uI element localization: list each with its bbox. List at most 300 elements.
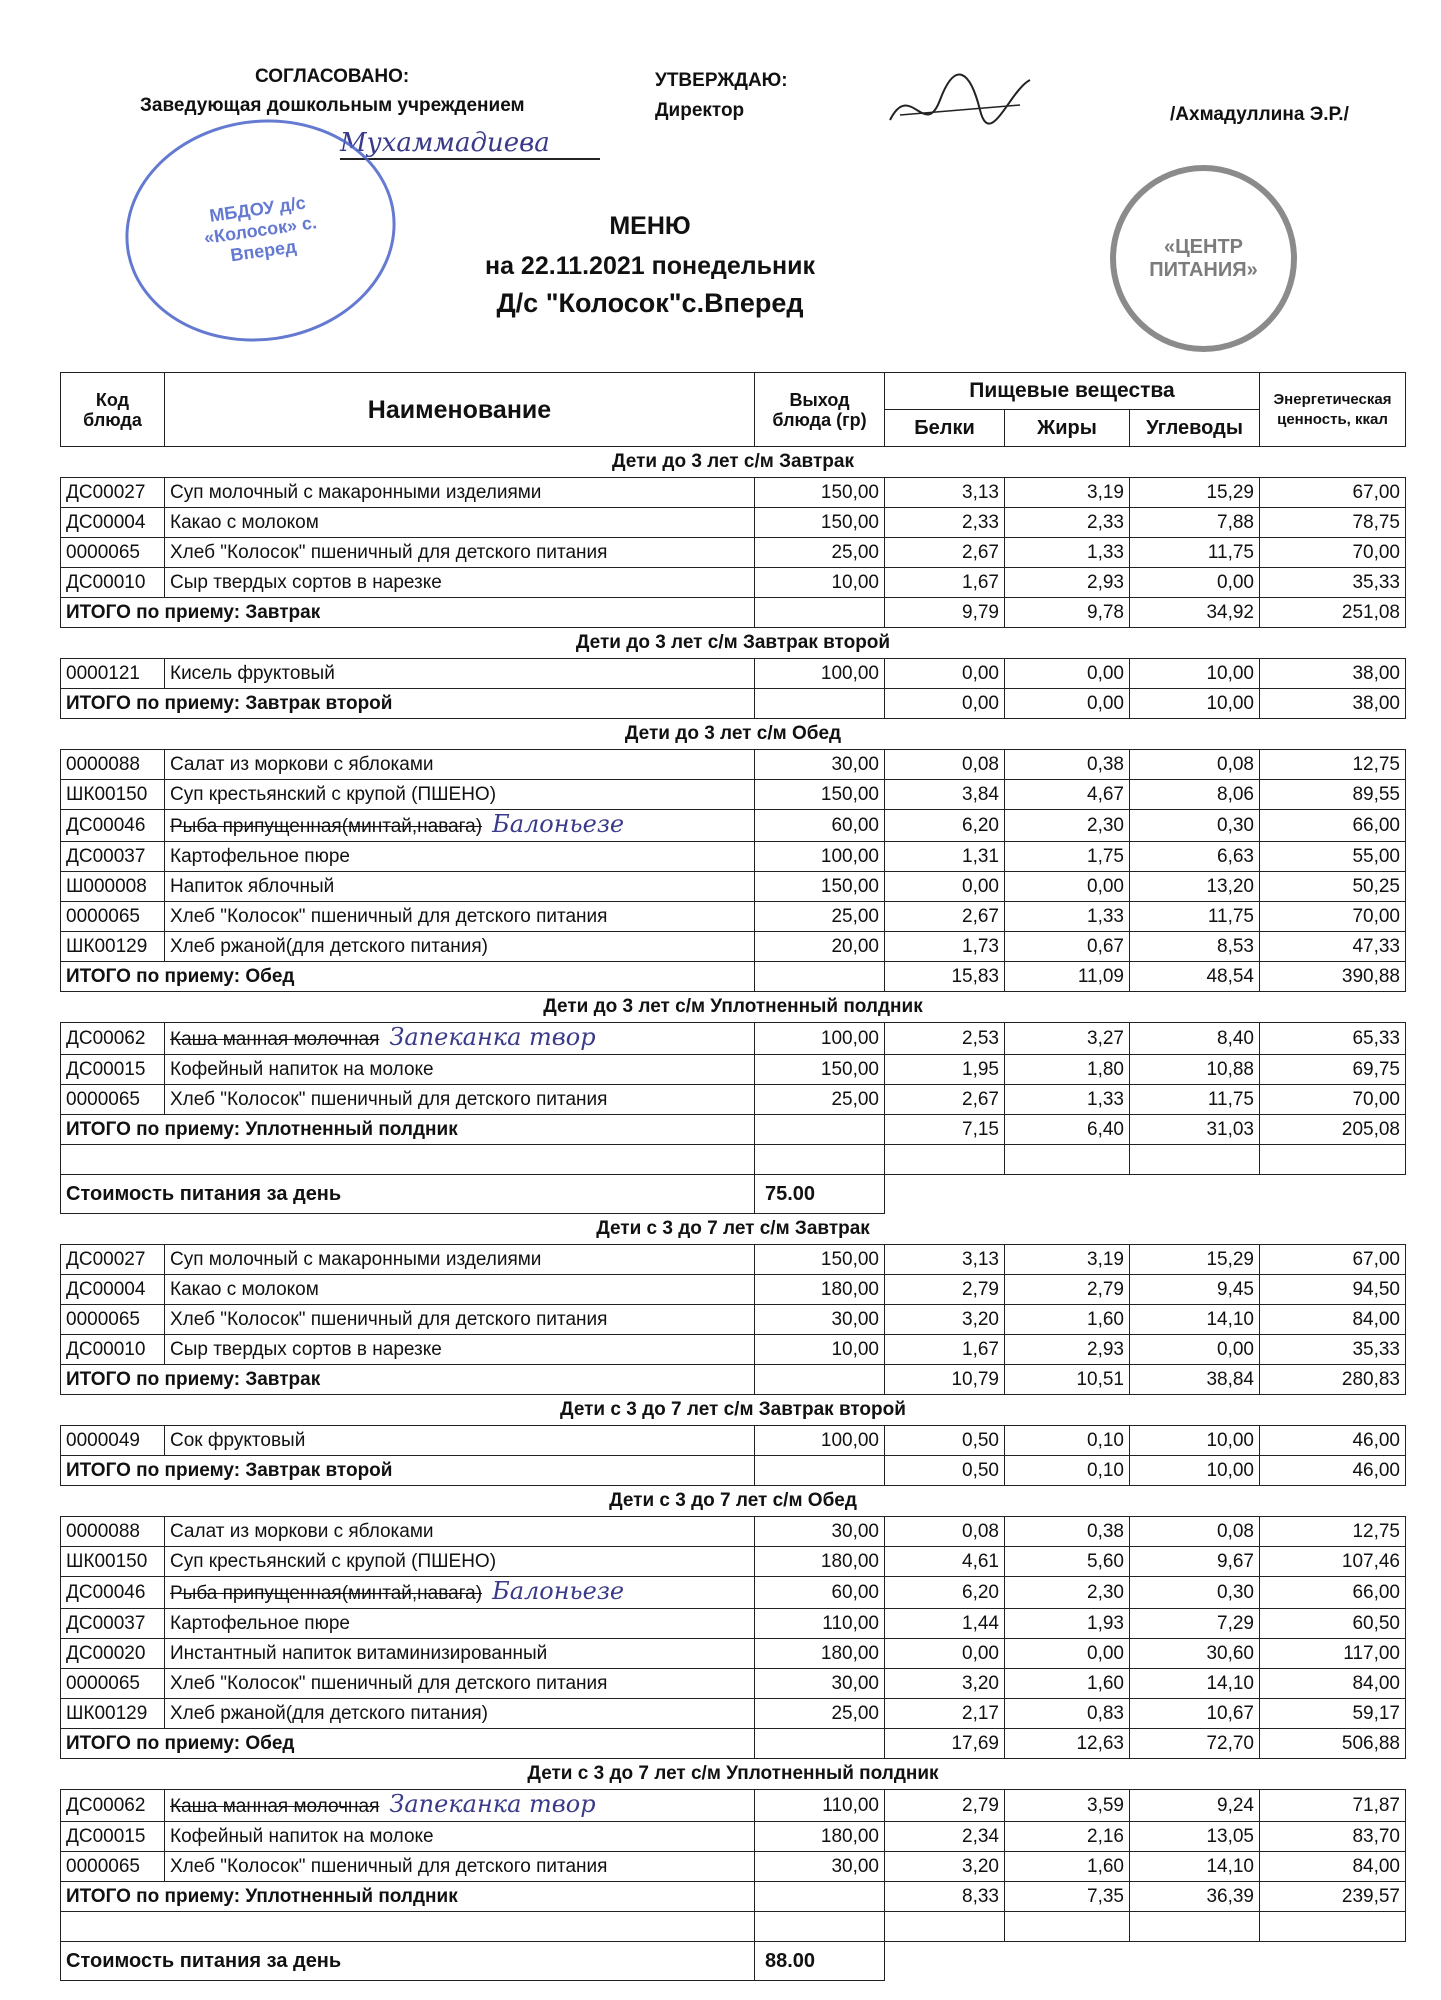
dish-carbs: 9,67	[1130, 1547, 1260, 1577]
dish-yield: 100,00	[755, 1023, 885, 1055]
dish-carbs: 0,30	[1130, 810, 1260, 842]
dish-fat: 0,38	[1005, 750, 1130, 780]
dish-carbs: 10,00	[1130, 659, 1260, 689]
dish-protein: 2,67	[885, 538, 1005, 568]
table-row	[61, 902, 1406, 932]
dish-name-cell	[165, 1852, 755, 1882]
menu-title: МЕНЮ	[609, 212, 691, 240]
dish-energy: 66,00	[1260, 810, 1406, 842]
dish-energy: 60,50	[1260, 1609, 1406, 1639]
dish-protein: 6,20	[885, 1577, 1005, 1609]
menu-kindergarten: Д/с "Колосок"с.Вперед	[496, 288, 804, 318]
total-protein: 8,33	[885, 1882, 1005, 1912]
dish-yield: 180,00	[755, 1639, 885, 1669]
total-energy: 506,88	[1260, 1729, 1406, 1759]
table-row	[61, 1517, 1406, 1547]
total-protein: 10,79	[885, 1365, 1005, 1395]
dish-yield: 100,00	[755, 1426, 885, 1456]
table-row	[61, 1547, 1406, 1577]
agreed-label: СОГЛАСОВАНО:	[255, 66, 410, 87]
dish-name-cell	[165, 780, 755, 810]
total-energy: 280,83	[1260, 1365, 1406, 1395]
section-title-row	[61, 1395, 1406, 1426]
dish-code: 0000065	[61, 902, 165, 932]
dish-yield: 10,00	[755, 568, 885, 598]
dish-energy: 12,75	[1260, 750, 1406, 780]
dish-name: Картофельное пюре	[170, 845, 350, 867]
catering-stamp-text: «ЦЕНТР ПИТАНИЯ»	[1149, 235, 1258, 281]
dish-carbs: 0,00	[1130, 1335, 1260, 1365]
dish-name-cell	[165, 902, 755, 932]
dish-name-cell	[165, 750, 755, 780]
dish-name: Суп молочный с макаронными изделиями	[170, 1248, 542, 1270]
table-row	[61, 1822, 1406, 1852]
table-row	[61, 1790, 1406, 1822]
total-yield-empty	[755, 1365, 885, 1395]
total-carbs: 31,03	[1130, 1115, 1260, 1145]
table-row	[61, 1426, 1406, 1456]
dish-code: 0000049	[61, 1426, 165, 1456]
dish-name-cell	[165, 1023, 755, 1055]
dish-name: Суп крестьянский с крупой (ПШЕНО)	[170, 783, 497, 805]
dish-energy: 46,00	[1260, 1426, 1406, 1456]
dish-fat: 0,10	[1005, 1426, 1130, 1456]
dish-fat: 5,60	[1005, 1547, 1130, 1577]
dish-carbs: 9,45	[1130, 1275, 1260, 1305]
total-energy: 390,88	[1260, 962, 1406, 992]
total-row	[61, 962, 1406, 992]
table-row	[61, 810, 1406, 842]
table-row	[61, 1335, 1406, 1365]
dish-yield: 30,00	[755, 1669, 885, 1699]
daily-cost-label: Стоимость питания за день	[61, 1175, 755, 1214]
dish-carbs: 10,00	[1130, 1426, 1260, 1456]
agreed-signature: Мухаммадиева	[340, 128, 600, 160]
section-title-row	[61, 1486, 1406, 1517]
total-row	[61, 689, 1406, 719]
dish-name: Хлеб "Колосок" пшеничный для детского питания	[170, 1672, 608, 1694]
total-label: ИТОГО по приему: Завтрак	[61, 1365, 755, 1395]
spacer-cell	[885, 1145, 1005, 1175]
dish-yield: 25,00	[755, 1699, 885, 1729]
dish-name: Каша манная молочная	[170, 1029, 380, 1050]
dish-yield: 25,00	[755, 902, 885, 932]
dish-name-cell	[165, 1085, 755, 1115]
dish-fat: 2,33	[1005, 508, 1130, 538]
table-row	[61, 1023, 1406, 1055]
dish-code: ШК00150	[61, 1547, 165, 1577]
dish-name-cell	[165, 872, 755, 902]
total-row	[61, 598, 1406, 628]
total-fat: 9,78	[1005, 598, 1130, 628]
dish-name: Хлеб "Колосок" пшеничный для детского питания	[170, 1308, 608, 1330]
total-yield-empty	[755, 1456, 885, 1486]
header-energy: Энергетическая ценность, ккал	[1260, 373, 1406, 447]
spacer-cell	[1260, 1145, 1406, 1175]
total-energy: 239,57	[1260, 1882, 1406, 1912]
dish-carbs: 7,29	[1130, 1609, 1260, 1639]
dish-code: 0000121	[61, 659, 165, 689]
spacer-cell	[1260, 1912, 1406, 1942]
total-carbs: 48,54	[1130, 962, 1260, 992]
dish-energy: 84,00	[1260, 1852, 1406, 1882]
approve-label: УТВЕРЖДАЮ:	[655, 70, 788, 91]
spacer-cell	[1005, 1145, 1130, 1175]
total-yield-empty	[755, 1729, 885, 1759]
table-row	[61, 842, 1406, 872]
dish-energy: 12,75	[1260, 1517, 1406, 1547]
dish-yield: 30,00	[755, 1852, 885, 1882]
total-energy: 38,00	[1260, 689, 1406, 719]
dish-fat: 1,60	[1005, 1305, 1130, 1335]
dish-name-cell	[165, 478, 755, 508]
dish-yield: 150,00	[755, 478, 885, 508]
dish-yield: 30,00	[755, 1517, 885, 1547]
dish-energy: 78,75	[1260, 508, 1406, 538]
total-protein: 9,79	[885, 598, 1005, 628]
section-title-row	[61, 1759, 1406, 1790]
dish-carbs: 7,88	[1130, 508, 1260, 538]
dish-name-cell	[165, 1609, 755, 1639]
dish-carbs: 30,60	[1130, 1639, 1260, 1669]
total-energy: 251,08	[1260, 598, 1406, 628]
dish-energy: 69,75	[1260, 1055, 1406, 1085]
dish-protein: 2,17	[885, 1699, 1005, 1729]
dish-code: ДС00037	[61, 1609, 165, 1639]
dish-name: Сыр твердых сортов в нарезке	[170, 571, 442, 593]
table-row	[61, 1852, 1406, 1882]
total-row	[61, 1365, 1406, 1395]
dish-protein: 0,00	[885, 659, 1005, 689]
dish-fat: 1,33	[1005, 1085, 1130, 1115]
dish-protein: 2,33	[885, 508, 1005, 538]
dish-energy: 67,00	[1260, 1245, 1406, 1275]
dish-name-cell	[165, 1669, 755, 1699]
dish-code: Ш000008	[61, 872, 165, 902]
dish-fat: 2,93	[1005, 1335, 1130, 1365]
dish-protein: 2,79	[885, 1790, 1005, 1822]
dish-code: 0000088	[61, 750, 165, 780]
dish-yield: 30,00	[755, 1305, 885, 1335]
dish-fat: 3,19	[1005, 478, 1130, 508]
dish-yield: 180,00	[755, 1547, 885, 1577]
dish-energy: 38,00	[1260, 659, 1406, 689]
dish-energy: 65,33	[1260, 1023, 1406, 1055]
dish-name: Инстантный напиток витаминизированный	[170, 1642, 548, 1664]
dish-protein: 3,20	[885, 1852, 1005, 1882]
total-yield-empty	[755, 962, 885, 992]
total-row	[61, 1456, 1406, 1486]
dish-protein: 1,67	[885, 568, 1005, 598]
daily-cost-empty	[885, 1175, 1406, 1214]
dish-protein: 1,44	[885, 1609, 1005, 1639]
dish-carbs: 8,06	[1130, 780, 1260, 810]
header-nutrients: Пищевые вещества	[885, 373, 1260, 410]
dish-fat: 3,27	[1005, 1023, 1130, 1055]
total-yield-empty	[755, 689, 885, 719]
dish-name: Хлеб "Колосок" пшеничный для детского питания	[170, 541, 608, 563]
spacer-cell	[1005, 1912, 1130, 1942]
total-protein: 0,00	[885, 689, 1005, 719]
table-row	[61, 1275, 1406, 1305]
dish-fat: 2,16	[1005, 1822, 1130, 1852]
dish-code: 0000065	[61, 1085, 165, 1115]
dish-yield: 110,00	[755, 1609, 885, 1639]
total-fat: 6,40	[1005, 1115, 1130, 1145]
header-protein: Белки	[885, 410, 1005, 447]
dish-protein: 2,34	[885, 1822, 1005, 1852]
dish-carbs: 0,08	[1130, 750, 1260, 780]
school-stamp-text: МБДОУ д/с «Колосок» с. Вперед	[202, 192, 319, 266]
dish-fat: 3,19	[1005, 1245, 1130, 1275]
spacer-cell	[755, 1912, 885, 1942]
total-carbs: 36,39	[1130, 1882, 1260, 1912]
table-row	[61, 568, 1406, 598]
table-row	[61, 750, 1406, 780]
total-carbs: 34,92	[1130, 598, 1260, 628]
dish-name-cell	[165, 1790, 755, 1822]
daily-cost-row	[61, 1942, 1406, 1981]
dish-fat: 1,60	[1005, 1669, 1130, 1699]
dish-name-cell	[165, 508, 755, 538]
table-row	[61, 872, 1406, 902]
total-yield-empty	[755, 598, 885, 628]
dish-name-cell	[165, 842, 755, 872]
spacer-cell	[755, 1145, 885, 1175]
approve-name: /Ахмадуллина Э.Р./	[1170, 104, 1349, 125]
dish-code: 0000065	[61, 538, 165, 568]
dish-code: ДС00015	[61, 1822, 165, 1852]
dish-yield: 25,00	[755, 538, 885, 568]
dish-yield: 10,00	[755, 1335, 885, 1365]
total-carbs: 10,00	[1130, 1456, 1260, 1486]
table-row	[61, 932, 1406, 962]
dish-energy: 84,00	[1260, 1669, 1406, 1699]
dish-energy: 71,87	[1260, 1790, 1406, 1822]
dish-protein: 2,53	[885, 1023, 1005, 1055]
total-fat: 10,51	[1005, 1365, 1130, 1395]
spacer-row	[61, 1912, 1406, 1942]
dish-fat: 1,80	[1005, 1055, 1130, 1085]
dish-code: ДС00027	[61, 1245, 165, 1275]
dish-fat: 1,33	[1005, 538, 1130, 568]
dish-name: Картофельное пюре	[170, 1612, 350, 1634]
total-label: ИТОГО по приему: Завтрак второй	[61, 1456, 755, 1486]
dish-protein: 0,00	[885, 872, 1005, 902]
dish-carbs: 10,88	[1130, 1055, 1260, 1085]
total-carbs: 10,00	[1130, 689, 1260, 719]
dish-fat: 0,00	[1005, 872, 1130, 902]
dish-carbs: 14,10	[1130, 1852, 1260, 1882]
dish-carbs: 0,30	[1130, 1577, 1260, 1609]
total-yield-empty	[755, 1115, 885, 1145]
dish-energy: 70,00	[1260, 1085, 1406, 1115]
dish-code: ШК00129	[61, 1699, 165, 1729]
daily-cost-value: 88.00	[755, 1942, 885, 1981]
dish-energy: 47,33	[1260, 932, 1406, 962]
total-label: ИТОГО по приему: Уплотненный полдник	[61, 1882, 755, 1912]
dish-energy: 50,25	[1260, 872, 1406, 902]
dish-protein: 1,31	[885, 842, 1005, 872]
dish-fat: 2,93	[1005, 568, 1130, 598]
dish-name: Сок фруктовый	[170, 1429, 306, 1451]
dish-yield: 25,00	[755, 1085, 885, 1115]
dish-yield: 150,00	[755, 1245, 885, 1275]
dish-name: Салат из моркови с яблоками	[170, 753, 434, 775]
total-label: ИТОГО по приему: Завтрак	[61, 598, 755, 628]
table-row	[61, 1577, 1406, 1609]
dish-protein: 3,20	[885, 1669, 1005, 1699]
dish-fat: 0,38	[1005, 1517, 1130, 1547]
dish-carbs: 10,67	[1130, 1699, 1260, 1729]
dish-code: ДС00010	[61, 1335, 165, 1365]
dish-fat: 0,00	[1005, 659, 1130, 689]
total-row	[61, 1115, 1406, 1145]
total-fat: 11,09	[1005, 962, 1130, 992]
dish-energy: 89,55	[1260, 780, 1406, 810]
table-row	[61, 508, 1406, 538]
dish-energy: 107,46	[1260, 1547, 1406, 1577]
total-label: ИТОГО по приему: Уплотненный полдник	[61, 1115, 755, 1145]
dish-energy: 66,00	[1260, 1577, 1406, 1609]
dish-protein: 2,67	[885, 1085, 1005, 1115]
table-row	[61, 478, 1406, 508]
handwritten-replacement: Балоньезе	[492, 810, 625, 838]
dish-energy: 117,00	[1260, 1639, 1406, 1669]
total-fat: 0,10	[1005, 1456, 1130, 1486]
dish-fat: 1,33	[1005, 902, 1130, 932]
total-label: ИТОГО по приему: Обед	[61, 1729, 755, 1759]
table-row	[61, 1639, 1406, 1669]
dish-energy: 94,50	[1260, 1275, 1406, 1305]
dish-protein: 0,00	[885, 1639, 1005, 1669]
table-row	[61, 1055, 1406, 1085]
dish-energy: 83,70	[1260, 1822, 1406, 1852]
dish-energy: 70,00	[1260, 538, 1406, 568]
total-carbs: 72,70	[1130, 1729, 1260, 1759]
dish-code: ДС00015	[61, 1055, 165, 1085]
dish-carbs: 13,20	[1130, 872, 1260, 902]
section-title: Дети до 3 лет с/м Уплотненный полдник	[543, 996, 923, 1017]
dish-fat: 2,30	[1005, 810, 1130, 842]
dish-yield: 150,00	[755, 780, 885, 810]
handwritten-replacement: Балоньезе	[492, 1577, 625, 1605]
dish-yield: 180,00	[755, 1822, 885, 1852]
dish-protein: 0,08	[885, 750, 1005, 780]
menu-body	[61, 447, 1406, 1981]
dish-yield: 30,00	[755, 750, 885, 780]
dish-code: ДС00027	[61, 478, 165, 508]
header-carbs: Углеводы	[1130, 410, 1260, 447]
section-title: Дети с 3 до 7 лет с/м Завтрак	[596, 1218, 870, 1239]
total-row	[61, 1729, 1406, 1759]
dish-fat: 4,67	[1005, 780, 1130, 810]
dish-code: ШК00129	[61, 932, 165, 962]
dish-name-cell	[165, 1577, 755, 1609]
table-row	[61, 659, 1406, 689]
dish-name: Какао с молоком	[170, 1278, 319, 1300]
dish-yield: 150,00	[755, 1055, 885, 1085]
section-title: Дети с 3 до 7 лет с/м Уплотненный полдник	[527, 1763, 939, 1784]
dish-yield: 150,00	[755, 508, 885, 538]
dish-protein: 3,20	[885, 1305, 1005, 1335]
dish-name-cell	[165, 1822, 755, 1852]
dish-name-cell	[165, 932, 755, 962]
dish-energy: 35,33	[1260, 1335, 1406, 1365]
dish-protein: 1,73	[885, 932, 1005, 962]
dish-carbs: 14,10	[1130, 1305, 1260, 1335]
total-protein: 7,15	[885, 1115, 1005, 1145]
dish-name: Хлеб "Колосок" пшеничный для детского питания	[170, 1855, 608, 1877]
dish-code: ДС00037	[61, 842, 165, 872]
dish-energy: 55,00	[1260, 842, 1406, 872]
dish-code: 0000065	[61, 1305, 165, 1335]
dish-name: Хлеб "Колосок" пшеничный для детского питания	[170, 905, 608, 927]
director-signature	[880, 60, 1040, 150]
table-row	[61, 1085, 1406, 1115]
dish-code: ДС00062	[61, 1790, 165, 1822]
dish-name-cell	[165, 1699, 755, 1729]
dish-carbs: 8,40	[1130, 1023, 1260, 1055]
handwritten-replacement: Запеканка твор	[389, 1023, 596, 1051]
dish-name: Каша манная молочная	[170, 1796, 380, 1817]
table-row	[61, 780, 1406, 810]
dish-code: ДС00062	[61, 1023, 165, 1055]
header-name: Наименование	[165, 373, 755, 447]
section-title-row	[61, 628, 1406, 659]
spacer-cell	[61, 1145, 755, 1175]
dish-name-cell	[165, 1305, 755, 1335]
dish-carbs: 9,24	[1130, 1790, 1260, 1822]
dish-name: Кофейный напиток на молоке	[170, 1825, 434, 1847]
dish-protein: 0,08	[885, 1517, 1005, 1547]
spacer-cell	[1130, 1912, 1260, 1942]
dish-yield: 110,00	[755, 1790, 885, 1822]
dish-carbs: 14,10	[1130, 1669, 1260, 1699]
total-carbs: 38,84	[1130, 1365, 1260, 1395]
dish-carbs: 13,05	[1130, 1822, 1260, 1852]
dish-name-cell	[165, 538, 755, 568]
dish-energy: 59,17	[1260, 1699, 1406, 1729]
dish-fat: 0,83	[1005, 1699, 1130, 1729]
dish-name-cell	[165, 1639, 755, 1669]
dish-name: Кисель фруктовый	[170, 662, 335, 684]
dish-code: ШК00150	[61, 780, 165, 810]
table-row	[61, 1609, 1406, 1639]
dish-yield: 100,00	[755, 659, 885, 689]
dish-name: Салат из моркови с яблоками	[170, 1520, 434, 1542]
section-title-row	[61, 447, 1406, 478]
dish-energy: 84,00	[1260, 1305, 1406, 1335]
table-row	[61, 538, 1406, 568]
spacer-row	[61, 1145, 1406, 1175]
spacer-cell	[1130, 1145, 1260, 1175]
dish-fat: 1,93	[1005, 1609, 1130, 1639]
dish-carbs: 15,29	[1130, 478, 1260, 508]
dish-carbs: 11,75	[1130, 1085, 1260, 1115]
dish-name: Суп крестьянский с крупой (ПШЕНО)	[170, 1550, 497, 1572]
total-yield-empty	[755, 1882, 885, 1912]
dish-protein: 6,20	[885, 810, 1005, 842]
dish-name: Хлеб ржаной(для детского питания)	[170, 935, 488, 957]
dish-protein: 2,67	[885, 902, 1005, 932]
menu-date: на 22.11.2021 понедельник	[484, 252, 816, 280]
dish-energy: 67,00	[1260, 478, 1406, 508]
header-yield: Выход блюда (гр)	[755, 373, 885, 447]
dish-name: Кофейный напиток на молоке	[170, 1058, 434, 1080]
dish-yield: 100,00	[755, 842, 885, 872]
dish-carbs: 6,63	[1130, 842, 1260, 872]
